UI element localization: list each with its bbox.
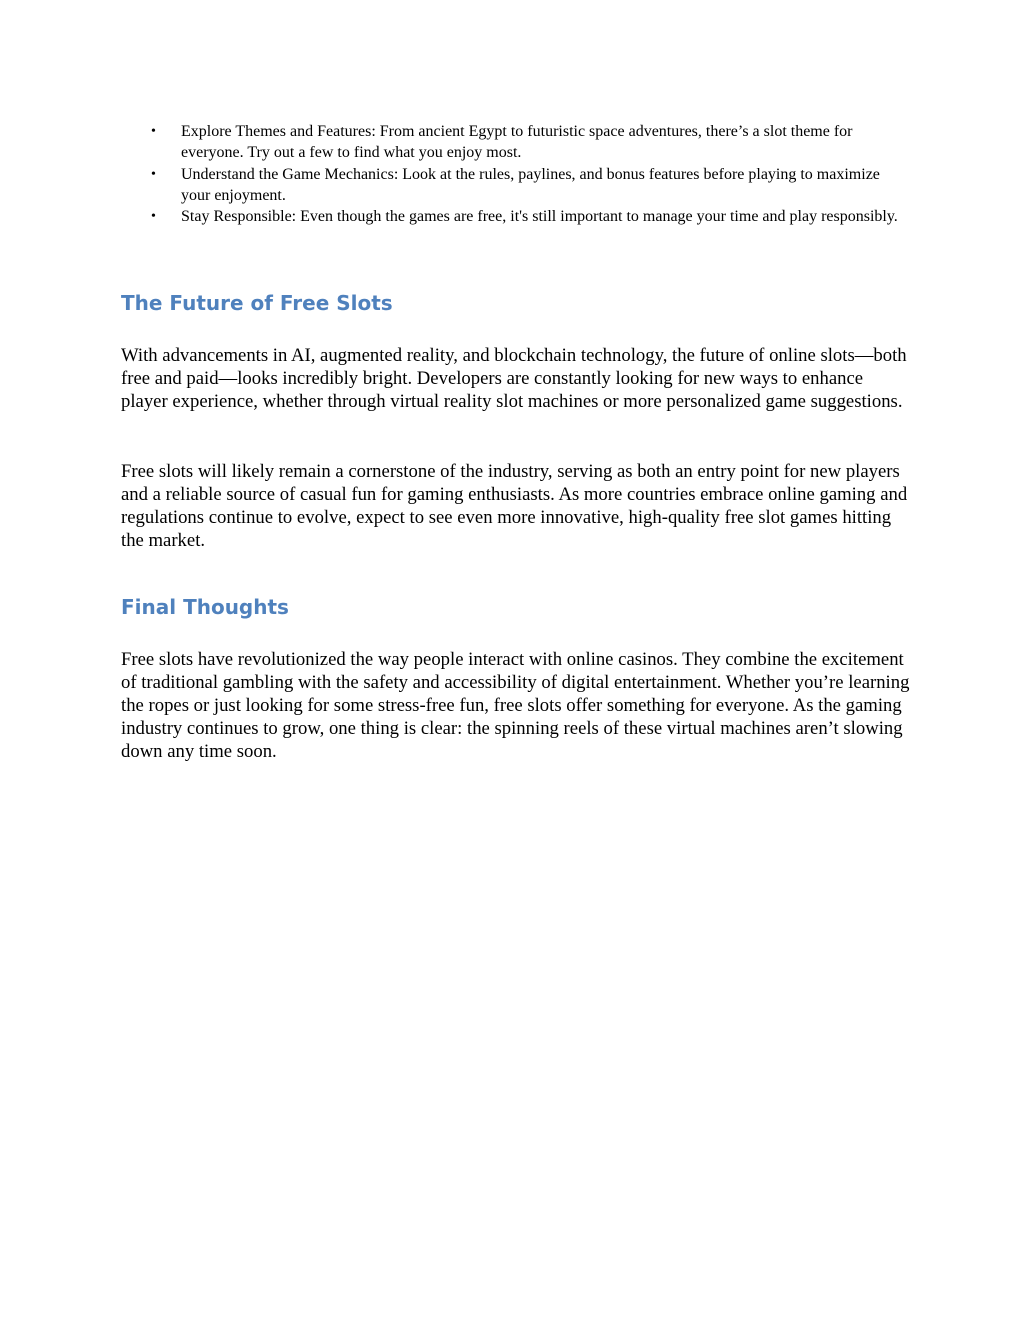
section-heading-future: The Future of Free Slots: [121, 291, 393, 315]
paragraph-future-1: With advancements in AI, augmented reality, and blockchain technology, the future of online slots—both free and paid—looks incredibly bright. Developers are constantly looking for new ways to enhance player experience, whether through virtual reality slot machines or more personalized game suggestions.: [121, 345, 907, 413]
bullet-item-responsible: [150, 206, 900, 227]
bullet-text: Stay Responsible: Even though the games are free, it's still important to manage your time and play responsibly.: [181, 208, 898, 226]
tips-bullet-list: [150, 121, 900, 227]
bullet-item-mechanics: [150, 164, 900, 207]
bullet-text: Understand the Game Mechanics: Look at the rules, paylines, and bonus features before playing to maximize your enjoyment.: [181, 165, 880, 204]
bullet-icon: •: [151, 166, 156, 182]
bullet-icon: •: [151, 209, 156, 225]
bullet-item-themes: [150, 121, 900, 164]
bullet-icon: •: [151, 124, 156, 139]
bullet-text: Explore Themes and Features: From ancient Egypt to futuristic space adventures, there’s a slot theme for everyone. Try out a few to find what you enjoy most.: [181, 123, 853, 162]
section-heading-final: Final Thoughts: [121, 595, 289, 619]
paragraph-final-1: Free slots have revolutionized the way people interact with online casinos. They combine the excitement of traditional gambling with the safety and accessibility of digital entertainment. Whether you’re learning the ropes or just looking for some stress-free fun, free slots offer something for everyone. As the gaming industry continues to grow, one thing is clear: the spinning reels of these virtual machines aren’t slowing down any time soon.: [121, 649, 910, 763]
paragraph-future-2: Free slots will likely remain a cornerstone of the industry, serving as both an entry point for new players and a reliable source of casual fun for gaming enthusiasts. As more countries embrace online gaming and regulations continue to evolve, expect to see even more innovative, high-quality free slot games hitting the market.: [121, 461, 908, 552]
